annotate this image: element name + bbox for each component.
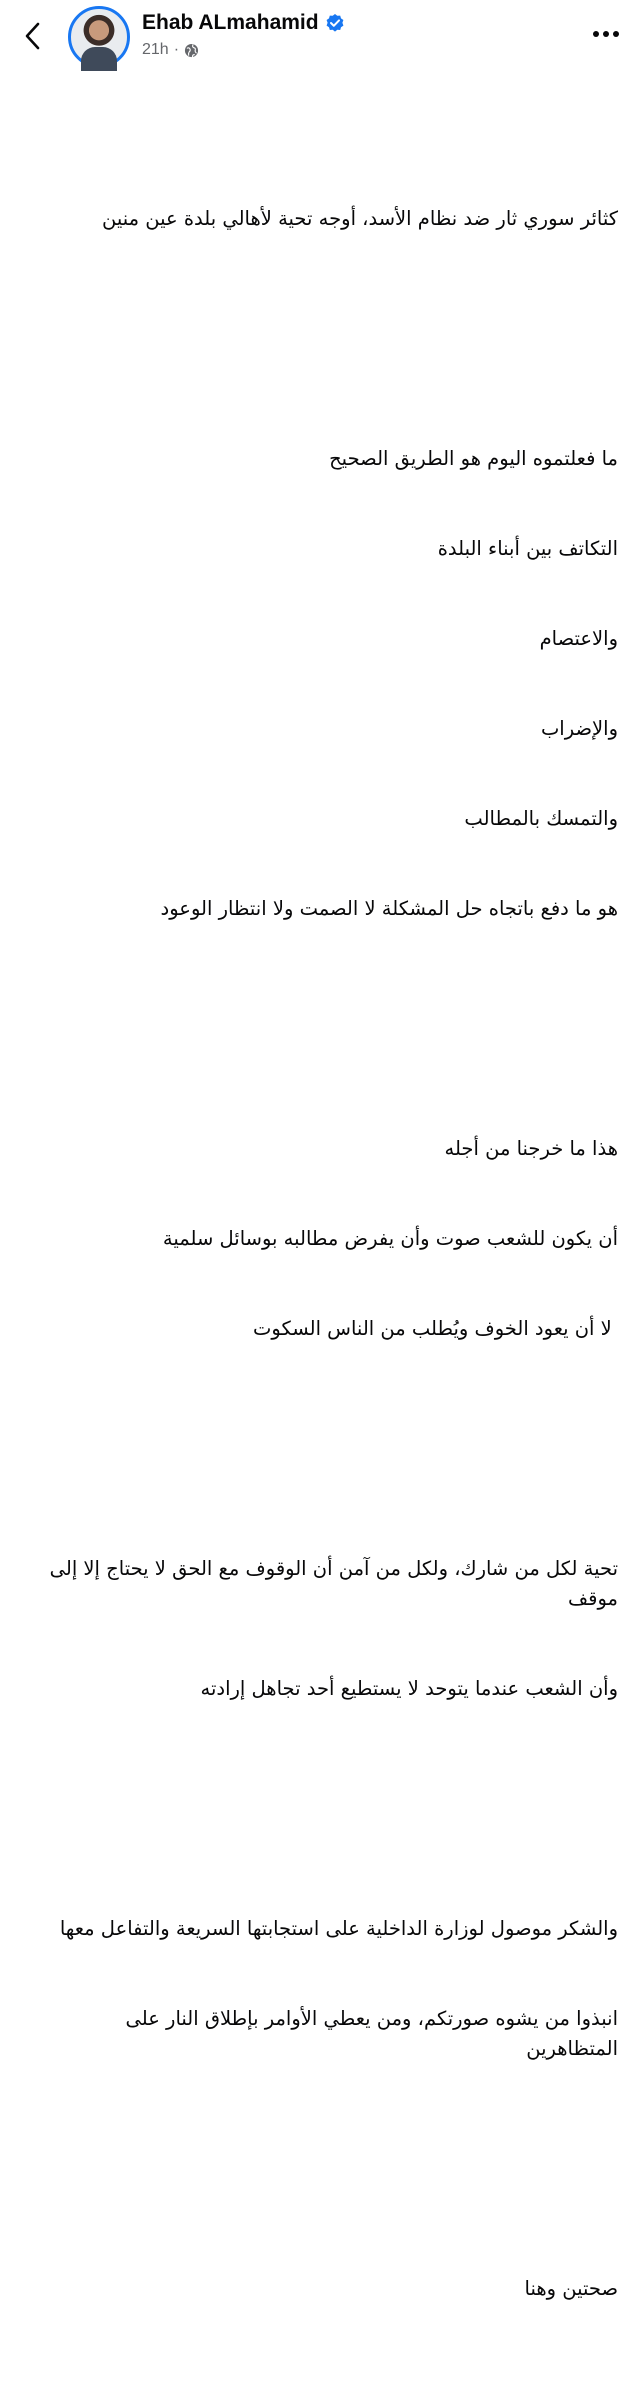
post-line: انبذوا من يشوه صورتكم، ومن يعطي الأوامر بإطلاق النار على المتظاهرين xyxy=(119,2007,618,2060)
chevron-left-icon xyxy=(23,21,41,51)
post-text xyxy=(30,84,618,2394)
post-line: هذا ما خرجنا من أجله xyxy=(444,1137,618,1160)
globe-icon[interactable] xyxy=(184,43,199,58)
post-paragraph xyxy=(30,1074,618,1404)
post-header xyxy=(0,0,640,72)
post-line: والتمسك بالمطالب xyxy=(464,807,618,830)
author-row xyxy=(142,10,345,36)
post-meta xyxy=(142,40,199,60)
post-line: والإضراب xyxy=(540,717,618,740)
post-line: صحتين وهنا xyxy=(524,2277,618,2300)
post-line: تحية لكل من شارك، ولكل من آمن أن الوقوف مع الحق لا يحتاج إلا إلى موقف xyxy=(43,1557,618,1610)
author-name[interactable]: Ehab ALmahamid xyxy=(142,11,319,34)
post-line: والشكر موصول لوزارة الداخلية على استجابتها السريعة والتفاعل معها xyxy=(59,1917,618,1940)
post-paragraph xyxy=(30,1854,618,2124)
avatar-shirt xyxy=(81,47,117,71)
timestamp[interactable]: 21h xyxy=(142,41,169,58)
post-line: هو ما دفع باتجاه حل المشكلة لا الصمت ولا انتظار الوعود xyxy=(160,897,618,920)
post-paragraph xyxy=(30,1494,618,1764)
more-options-button[interactable] xyxy=(588,22,624,46)
post-line: وأن الشعب عندما يتوحد لا يستطيع أحد تجاهل إرادته xyxy=(200,1677,618,1700)
post-line: أن يكون للشعب صوت وأن يفرض مطالبه بوسائل سلمية xyxy=(162,1227,618,1250)
post-paragraph xyxy=(30,384,618,984)
post-line: ما فعلتموه اليوم هو الطريق الصحيح xyxy=(329,447,618,470)
post-line: لا أن يعود الخوف ويُطلب من الناس السكوت xyxy=(253,1317,618,1340)
post-paragraph xyxy=(30,144,618,294)
post-paragraph xyxy=(30,2214,618,2364)
post-line: التكاتف بين أبناء البلدة xyxy=(437,537,618,560)
verified-badge-icon xyxy=(325,13,345,33)
more-horizontal-icon xyxy=(592,30,620,38)
post-line: كثائر سوري ثار ضد نظام الأسد، أوجه تحية لأهالي بلدة عين منين xyxy=(102,207,618,230)
meta-separator: · xyxy=(173,41,180,58)
avatar[interactable] xyxy=(68,6,130,68)
post-line: والاعتصام xyxy=(539,627,618,650)
back-button[interactable] xyxy=(14,16,50,56)
